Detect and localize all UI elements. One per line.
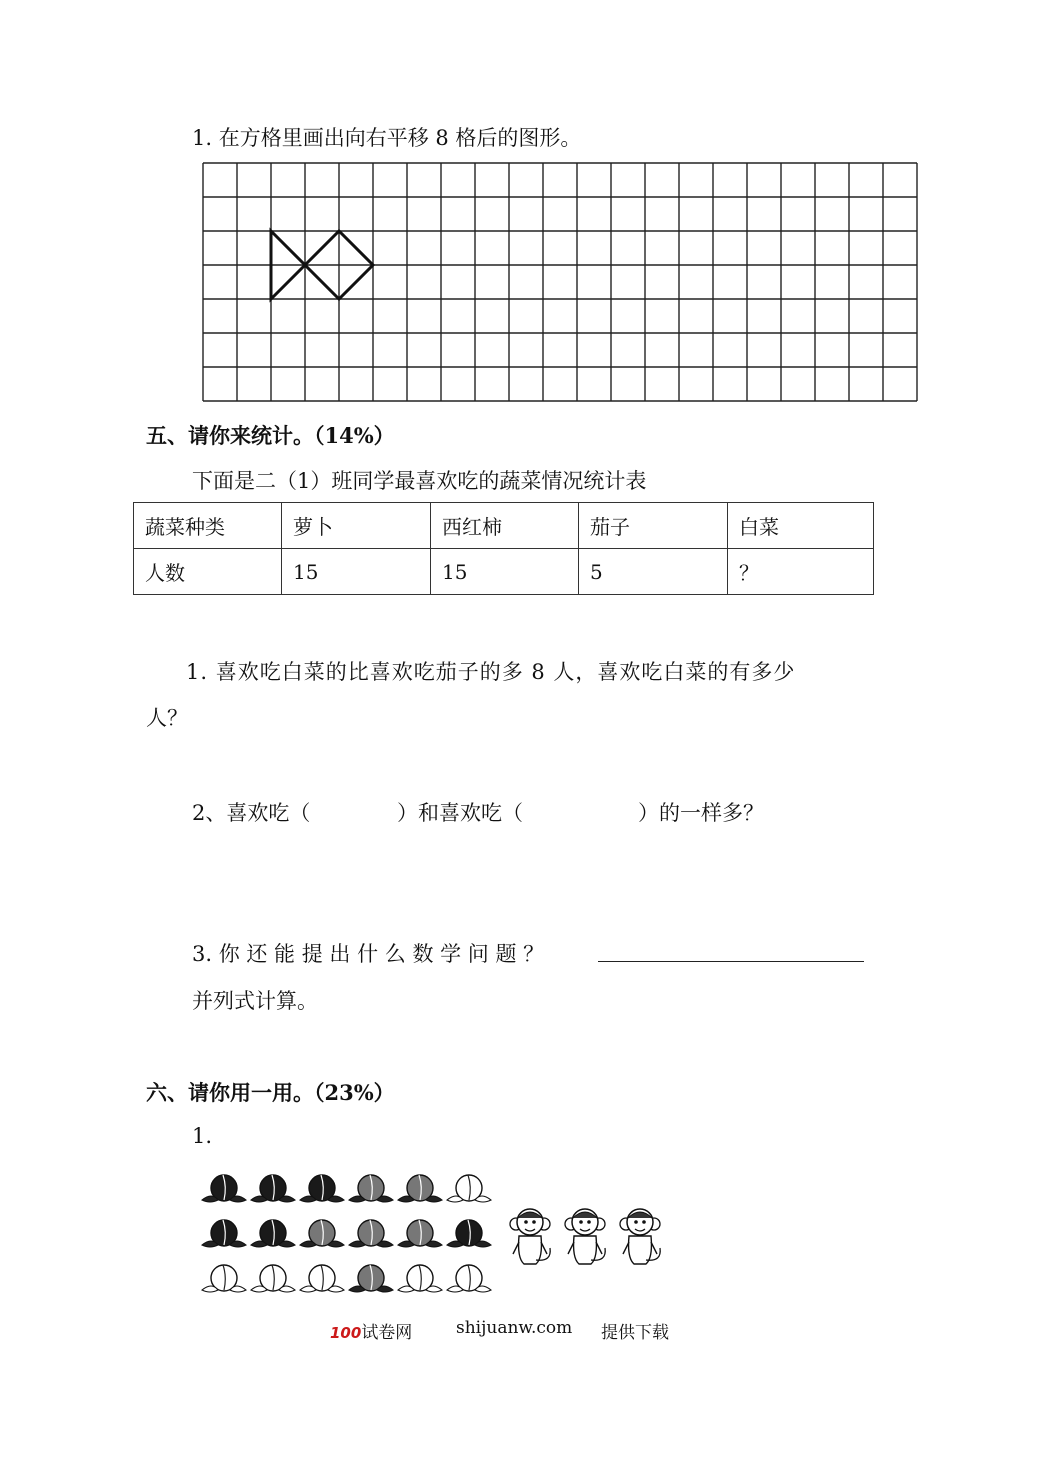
table-cell: 5 xyxy=(579,549,728,595)
peach-icon xyxy=(251,1265,295,1292)
question-own-problem-line1: 3. 你 还 能 提 出 什 么 数 学 问 题 ？ xyxy=(192,942,545,966)
footer-logo xyxy=(330,1318,412,1343)
peach-icon xyxy=(349,1265,393,1292)
table-cell: 萝卜 xyxy=(282,503,431,549)
peach-icon xyxy=(349,1175,393,1202)
question-own-problem-line2: 并列式计算。 xyxy=(192,989,318,1013)
footer-note: 提供下载 xyxy=(601,1323,669,1343)
vegetable-table xyxy=(133,502,874,595)
logo-100-icon: 100 xyxy=(330,1324,362,1342)
question-number-label: 1. xyxy=(192,1124,213,1148)
peach-icon xyxy=(398,1175,442,1202)
table-cell: 茄子 xyxy=(579,503,728,549)
peach-icon xyxy=(300,1220,344,1247)
peach-icon xyxy=(300,1175,344,1202)
table-cell: 人数 xyxy=(134,549,282,595)
table-cell: ？ xyxy=(728,549,874,595)
section-six-heading: 六、请你用一用。（23%） xyxy=(146,1080,395,1105)
footer-site-name: 试卷网 xyxy=(361,1323,413,1343)
peach-icon xyxy=(398,1265,442,1292)
question-cabbage-line1: 1. 喜欢吃白菜的比喜欢吃茄子的多 8 人，喜欢吃白菜的有多少 xyxy=(186,660,796,684)
question-cabbage-line2: 人？ xyxy=(146,706,188,730)
monkey-icon xyxy=(620,1209,660,1264)
footer-domain: shijuanw.com xyxy=(456,1318,573,1338)
peach-icon xyxy=(349,1220,393,1247)
question-same-amount-part1: 2、喜欢吃（ xyxy=(192,801,311,825)
peach-icon xyxy=(202,1265,246,1292)
table-cell: 西红柿 xyxy=(431,503,579,549)
table-row xyxy=(134,503,874,549)
peach-icon xyxy=(251,1220,295,1247)
peach-icon xyxy=(251,1175,295,1202)
question-translate-shape: 1. 在方格里画出向右平移 8 格后的图形。 xyxy=(192,126,582,150)
table-cell: 蔬菜种类 xyxy=(134,503,282,549)
peach-icon xyxy=(202,1220,246,1247)
peach-icon xyxy=(202,1175,246,1202)
peach-icon xyxy=(398,1220,442,1247)
monkey-icon xyxy=(565,1209,605,1264)
peach-icon xyxy=(447,1175,491,1202)
table-cell: 15 xyxy=(282,549,431,595)
drawing-grid[interactable] xyxy=(202,162,920,408)
peaches-and-monkeys-picture xyxy=(200,1168,670,1304)
question-same-amount-part3: ）的一样多？ xyxy=(638,801,764,825)
table-cell: 白菜 xyxy=(728,503,874,549)
peach-icon xyxy=(300,1265,344,1292)
table-cell: 15 xyxy=(431,549,579,595)
peach-icon xyxy=(447,1265,491,1292)
table-caption: 下面是二（1）班同学最喜欢吃的蔬菜情况统计表 xyxy=(192,469,647,493)
answer-blank-line[interactable] xyxy=(598,961,864,962)
monkey-icon xyxy=(510,1209,550,1264)
peach-icon xyxy=(447,1220,491,1247)
section-five-heading: 五、请你来统计。（14%） xyxy=(146,423,395,448)
question-same-amount-part2: ）和喜欢吃（ xyxy=(397,801,523,825)
table-row xyxy=(134,549,874,595)
